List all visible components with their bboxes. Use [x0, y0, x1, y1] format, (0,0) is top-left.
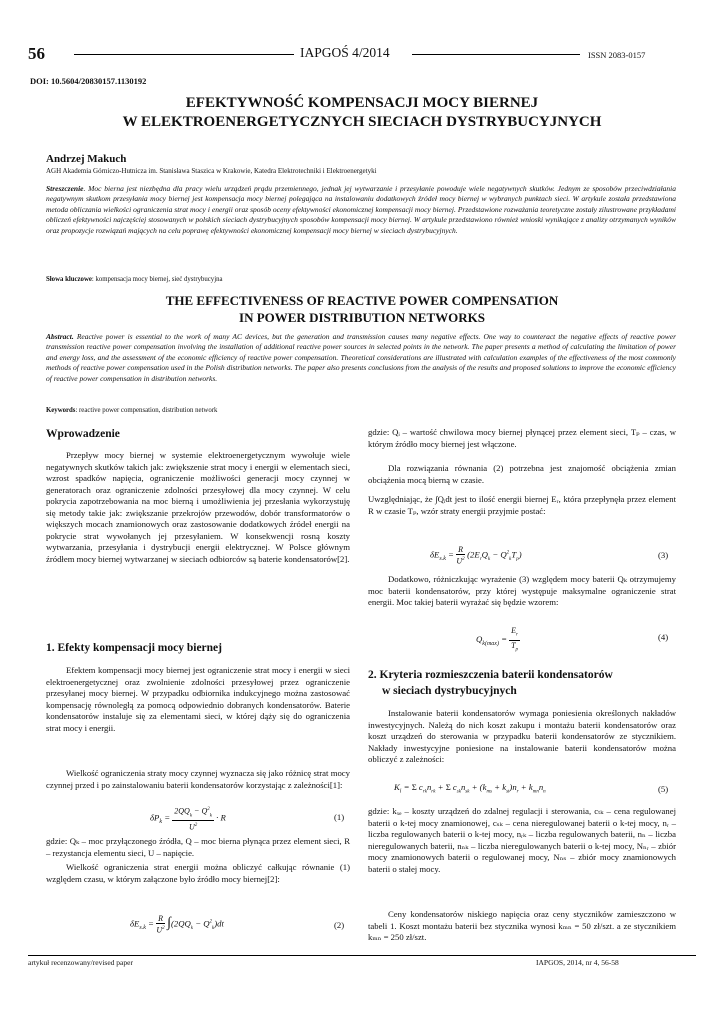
- right-paragraph-1: gdzie: Qᵢ – wartość chwilowa mocy biernej płynącej przez element sieci, Tₚ – czas, w którym źródło mocy biernej jest włączone.: [368, 427, 676, 449]
- right-paragraph-6: gdzie: kₓₑ – koszty urządzeń do zdalnej regulacji i sterowania, cₜₖ – cena regulowanej baterii o k-tej mocy znamionowej, cₛₖ – cena nieregulowanej baterii o k-tej mocy, nᵣ – liczba regulowanych baterii o k-tej mocy, nᵣₖ – liczba regulowanych baterii, nₙ – liczba nieregulowanych baterii, nₙₖ – liczba nieregulowanych baterii o k-tej mocy, Nₙᵣ – zbiór mocy znamionowych baterii o regulowanej mocy, Nₙₛ – zbiór mocy znamionowych baterii o stałej mocy.: [368, 806, 676, 874]
- keywords-pl: [46, 276, 223, 283]
- footer-left: artykuł recenzowany/revised paper: [28, 958, 133, 967]
- abstract-pl-label: Streszczenie: [46, 184, 84, 193]
- equation-4-number: (4): [658, 632, 669, 642]
- right-paragraph-5: Instalowanie baterii kondensatorów wymaga poniesienia określonych nakładów inwestycyjnych. Należą do nich koszt zakupu i montażu baterii kondensatorów oraz koszt urządzeń do sterowania w przypadku baterii kondensatorów ze stycznikiem. Nakłady inwestycyjne poniesione na instalowanie baterii kondensatorów można obliczyć z zależności:: [368, 708, 676, 765]
- section-2-heading-line-2: w sieciach dystrybucyjnych: [382, 685, 517, 697]
- equation-3-number: (3): [658, 550, 669, 560]
- right-paragraph-3: Uwzględniając, że ∫Qᵢdt jest to ilość energii biernej Eᵣ, która przepłynęła przez element R w czasie Tₚ, wzór straty energii przyjmie postać:: [368, 494, 676, 516]
- keywords-en: [46, 407, 217, 414]
- equation-2: $\delta E_{s.k}$ = $\frac{R}{U^2}$ $\int(2QQ_k - Q^2_k)dt$: [130, 914, 224, 935]
- equation-5: $K_i = \Sigma$ $c_{rk}n_{rk} + \Sigma$ $c_{sk}n_{sk} + (k_{ms} + k_{st})n_r + k_{mn}n_n$: [394, 782, 546, 795]
- journal-name: IAPGOŚ 4/2014: [300, 45, 390, 60]
- header-rule-right: [412, 54, 580, 55]
- section-1-paragraph-3: gdzie: Qₖ – moc przyłączonego źródła, Q – moc bierna płynąca przez element sieci, R – rezystancja elementu sieci, U – napięcie.: [46, 836, 350, 858]
- right-paragraph-4: Dodatkowo, różniczkując wyrażenie (3) względem mocy baterii Qₖ otrzymujemy moc baterii kondensatorów, przy której występuje maksymalne ograniczenie strat energii. Moc takiej baterii wyrażać się będzie wzorem:: [368, 574, 676, 608]
- abstract-pl: [46, 184, 676, 236]
- title-en-line-1: THE EFFECTIVENESS OF REACTIVE POWER COMPENSATION: [165, 293, 559, 308]
- keywords-pl-label: Słowa kluczowe: [46, 276, 92, 283]
- header-rule-left: [74, 54, 294, 55]
- title-pl-line-2: W ELEKTROENERGETYCZNYCH SIECIACH DYSTRYBUCYJNYCH: [122, 114, 602, 130]
- abstract-en-text: Reactive power is essential to the work of many AC devices, but the generation and transmission causes many negative effects. One way to counteract the negative effects of reactive power transmission reactive power compensation involving the installation of additional reactive power sources in selected points in the network. The paper presents a method of calculating the limitation of power and energy loss, and the assessment of the economic efficiency of reactive power compensation. Theoretical considerations are illustrated with calculation examples of the effectiveness of the most commonly methods of reactive power compensation used in the Polish distribution networks. The paper also presents conclusions from the analysis of the results and proposed solutions to improve the economic efficiency of reactive power compensation in distribution networks.: [46, 332, 676, 383]
- page-number: 56: [28, 44, 45, 63]
- abstract-en: [46, 332, 676, 384]
- equation-1-number: (1): [334, 812, 345, 822]
- intro-heading: Wprowadzenie: [46, 428, 120, 440]
- keywords-pl-text: : kompensacja mocy biernej, sieć dystrybucyjna: [91, 276, 223, 283]
- abstract-pl-text: . Moc bierna jest niezbędna dla pracy wielu urządzeń prądu przemiennego, jednak jej wytwarzanie i przesyłanie powoduje wiele negatywnych skutków. Jednym ze sposobów przeciwdziałania negatywnym skutkom przesyłania mocy biernej jest kompensacja mocy biernej polegająca na instalowaniu dodatkowych źródeł mocy biernej w wybranych punktach sieci. W artykule została przedstawiona metoda obliczania wielkości ograniczenia strat mocy i energii oraz sposób oceny efektywności ekonomicznej kompensacji mocy biernej. Przedstawione rozważania teoretyczne zostały zilustrowane przykładami obliczeń efektywności najczęściej stosowanych w polskich sieciach dystrybucyjnych sposobów kompensacji mocy biernej. W artykule przedstawiono również wnioski wynikające z analizy otrzymanych wyników oraz propozycje rozwiązań mających na celu poprawę efektywności ekonomicznej kompensacji mocy biernej w sieciach dystrybucyjnych.: [46, 184, 676, 235]
- abstract-en-label: Abstract.: [46, 332, 74, 341]
- title-en-line-2: IN POWER DISTRIBUTION NETWORKS: [239, 310, 485, 325]
- section-1-paragraph-4: Wielkość ograniczenia strat energii można obliczyć całkując równanie (1) względem czasu, w którym załączone było źródło mocy biernej[2]:: [46, 862, 350, 884]
- equation-2-number: (2): [334, 920, 345, 930]
- equation-1: $\delta P_k$ = $\frac{2QQ_k - Q^2_k}{U^2}$ · R: [150, 806, 226, 832]
- keywords-en-label: Keywords: [46, 407, 76, 414]
- issn: ISSN 2083-0157: [588, 50, 646, 60]
- right-paragraph-2: Dla rozwiązania równania (2) potrzebna jest znajomość obciążenia zmian obciążenia mocą bierną w czasie.: [368, 463, 676, 485]
- section-1-paragraph-2: Wielkość ograniczenia straty mocy czynnej wyznacza się jako różnicę strat mocy czynnej przed i po zainstalowaniu baterii kondensatorów korzystając z zależności[1]:: [46, 768, 350, 790]
- section-2-heading-line-1: 2. Kryteria rozmieszczenia baterii kondensatorów: [368, 669, 613, 681]
- title-pl-line-1: EFEKTYWNOŚĆ KOMPENSACJI MOCY BIERNEJ: [185, 95, 539, 111]
- intro-paragraph: Przepływ mocy biernej w systemie elektroenergetycznym wywołuje wiele negatywnych skutków takich jak: zwiększenie strat mocy i energii w elementach sieci, wzrost spadków napięcia, ograniczenie możliwości generacji mocy czynnej w generatorach oraz ograniczenie zdolności przesyłowej dla mocy czynnej. W celu pokrycia zapotrzebowania na moc bierną i umożliwienia jej przesłania wykorzystuję się metody takie jak: zwiększanie przekrojów przewodów, dobór transformatorów o większych mocach znamionowych oraz zastosowanie dodatkowych źródeł energii na pokrycie strat wywołanych jej przesyłaniem. W konsekwencji rosną koszty wytwarzania, przesyłania i dystrybucji energii elektrycznej. W Polsce głównym źródłem mocy biernej wytwarzanej w sieciach odbiorców są baterie kondensatorów[2].: [46, 450, 350, 564]
- equation-3: $\delta E_{s.k}$ = $\frac{R}{U^2}$ $(2E_rQ_k - Q^2_kT_p)$: [430, 545, 522, 566]
- equation-4: $Q_{k(max)}$ = $\frac{E_r}{T_p}$: [476, 626, 519, 653]
- affiliation: AGH Akademia Górniczo-Hutnicza im. Stanisława Staszica w Krakowie, Katedra Elektrotechniki i Elektroenergetyki: [46, 167, 377, 175]
- section-1-paragraph-1: Efektem kompensacji mocy biernej jest ograniczenie strat mocy i energii w sieci elektroenergetycznej oraz zwolnienie zdolności przesyłowej przez ograniczenie przesyłanej mocy biernej. W przypadku odbiornika indukcyjnego można zastosować kompensację równoległą za pomocą odpowiednio dobranych kondensatorów. Baterie kondensatorów instaluje się za elementami sieci, w której dąży się do ograniczenia strat mocy i energii.: [46, 665, 350, 733]
- equation-5-number: (5): [658, 784, 669, 794]
- section-1-heading: 1. Efekty kompensacji mocy biernej: [46, 642, 222, 654]
- keywords-en-text: : reactive power compensation, distribution network: [75, 407, 218, 414]
- doi: DOI: 10.5604/20830157.1130192: [30, 76, 147, 86]
- right-paragraph-7: Ceny kondensatorów niskiego napięcia oraz ceny styczników zamieszczono w tabeli 1. Koszt montażu baterii bez stycznika wynosi kₘₙ = 50 zł/szt. a ze stycznikiem kₘₙ = 250 zł/szt.: [368, 909, 676, 943]
- footer-right: IAPGOS, 2014, nr 4, 56-58: [536, 958, 619, 967]
- footer-rule: [28, 955, 696, 956]
- author-name: Andrzej Makuch: [46, 153, 127, 165]
